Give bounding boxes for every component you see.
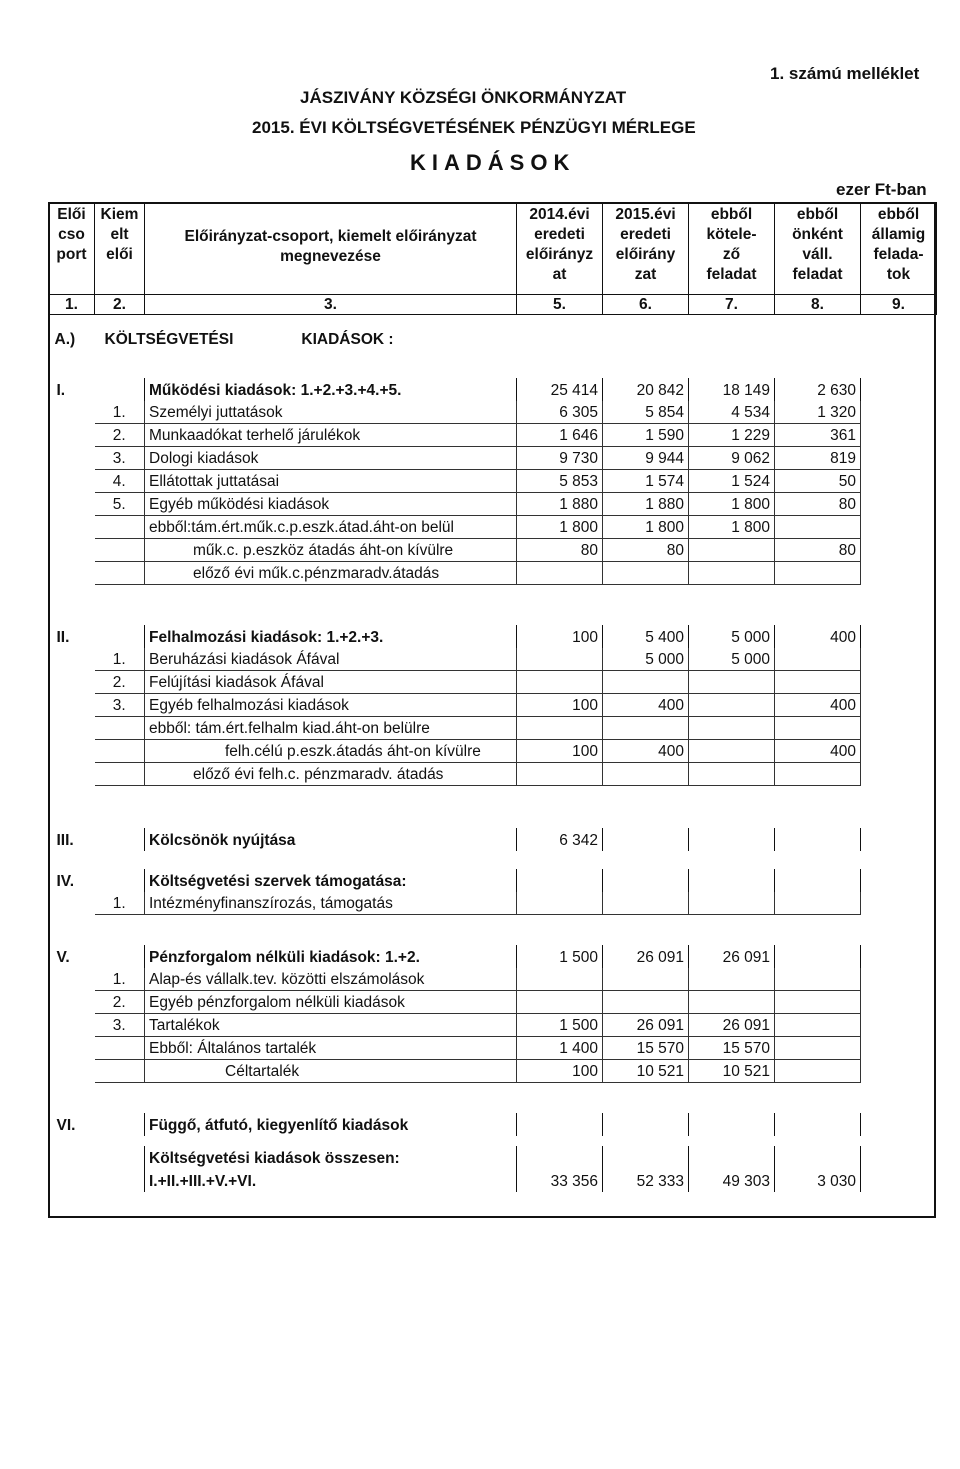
value-mandatory <box>689 1113 775 1136</box>
title-expenditures: KIADÁSOK <box>410 150 576 175</box>
row-label: Egyéb felhalmozási kiadások <box>145 694 517 717</box>
row-code <box>49 447 95 470</box>
col-number: 2. <box>95 295 145 315</box>
spacer-row <box>49 786 937 828</box>
row-subcode: 1. <box>95 648 145 671</box>
row-label: műk.c. p.eszköz átadás áht-on kívülre <box>145 539 517 562</box>
value-2015 <box>603 1113 689 1136</box>
value-mandatory <box>689 968 775 991</box>
col-number: 5. <box>517 295 603 315</box>
table-row <box>49 1037 937 1060</box>
row-label: Dologi kiadások <box>145 447 517 470</box>
col-number: 6. <box>603 295 689 315</box>
value-voluntary: 80 <box>775 493 861 516</box>
value-voluntary <box>775 1014 861 1037</box>
value-voluntary: 3 030 <box>775 1169 861 1192</box>
table-row <box>49 717 937 740</box>
value-mandatory: 5 000 <box>689 648 775 671</box>
value-voluntary <box>775 945 861 968</box>
value-mandatory: 10 521 <box>689 1060 775 1083</box>
value-2015: 26 091 <box>603 1014 689 1037</box>
value-state <box>861 1169 937 1192</box>
value-state <box>861 493 937 516</box>
value-2014: 6 305 <box>517 401 603 424</box>
value-voluntary <box>775 1060 861 1083</box>
value-2015 <box>603 763 689 786</box>
col-number: 9. <box>861 295 937 315</box>
value-voluntary: 2 630 <box>775 378 861 401</box>
value-state <box>861 1146 937 1169</box>
spacer-row <box>49 315 937 327</box>
row-subcode <box>95 945 145 968</box>
row-subcode: 2. <box>95 671 145 694</box>
value-2014: 80 <box>517 539 603 562</box>
value-state <box>861 869 937 892</box>
section-a-code: A.) <box>54 330 76 348</box>
budget-table <box>48 202 937 1192</box>
row-subcode <box>95 1169 145 1192</box>
table-row <box>49 869 937 892</box>
row-subcode: 5. <box>95 493 145 516</box>
table-row <box>49 447 937 470</box>
table-row <box>49 968 937 991</box>
value-mandatory: 1 229 <box>689 424 775 447</box>
row-code: II. <box>56 628 70 646</box>
row-code <box>49 1146 95 1169</box>
table-row <box>49 1169 937 1192</box>
value-2014: 1 880 <box>517 493 603 516</box>
row-subcode <box>95 869 145 892</box>
value-2015: 5 000 <box>603 648 689 671</box>
column-header-row <box>49 203 937 295</box>
table-row <box>49 562 937 585</box>
col-head-group: Elői cso port <box>49 203 95 295</box>
row-code <box>49 516 95 539</box>
value-mandatory: 5 000 <box>689 625 775 648</box>
row-code <box>49 892 95 915</box>
row-code <box>49 1169 95 1192</box>
value-voluntary <box>775 671 861 694</box>
value-2015: 1 590 <box>603 424 689 447</box>
value-state <box>861 968 937 991</box>
value-2015: 1 880 <box>603 493 689 516</box>
value-state <box>861 1113 937 1136</box>
col-head-voluntary: ebből önként váll. feladat <box>775 203 861 295</box>
value-mandatory <box>689 562 775 585</box>
table-row <box>49 378 937 401</box>
table-row <box>49 1014 937 1037</box>
table-row <box>49 991 937 1014</box>
row-subcode <box>95 539 145 562</box>
value-2015: 26 091 <box>603 945 689 968</box>
value-2015 <box>603 869 689 892</box>
value-voluntary <box>775 1146 861 1169</box>
row-code <box>49 470 95 493</box>
value-voluntary <box>775 1037 861 1060</box>
value-2014: 100 <box>517 740 603 763</box>
title-municipality: JÁSZIVÁNY KÖZSÉGI ÖNKORMÁNYZAT <box>300 88 627 107</box>
value-2015 <box>603 1146 689 1169</box>
value-2014: 1 500 <box>517 1014 603 1037</box>
value-voluntary <box>775 828 861 851</box>
row-subcode <box>95 1037 145 1060</box>
value-state <box>861 447 937 470</box>
col-head-2015: 2015.évi eredeti előirány zat <box>603 203 689 295</box>
table-row <box>49 1146 937 1169</box>
value-2014: 33 356 <box>517 1169 603 1192</box>
row-subcode: 1. <box>95 892 145 915</box>
row-subcode <box>95 828 145 851</box>
row-subcode <box>95 717 145 740</box>
row-subcode <box>95 516 145 539</box>
col-number: 3. <box>145 295 517 315</box>
value-2014: 1 400 <box>517 1037 603 1060</box>
row-subcode <box>95 1146 145 1169</box>
value-state <box>861 401 937 424</box>
value-mandatory: 4 534 <box>689 401 775 424</box>
value-state <box>861 991 937 1014</box>
row-code <box>49 539 95 562</box>
value-2015 <box>603 562 689 585</box>
value-mandatory <box>689 869 775 892</box>
table-row <box>49 648 937 671</box>
value-voluntary <box>775 717 861 740</box>
value-voluntary: 400 <box>775 740 861 763</box>
row-subcode: 2. <box>95 991 145 1014</box>
value-voluntary <box>775 892 861 915</box>
value-state <box>861 892 937 915</box>
row-label: Költségvetési szervek támogatása: <box>145 869 517 892</box>
value-state <box>861 539 937 562</box>
row-label: Egyéb működési kiadások <box>145 493 517 516</box>
value-mandatory <box>689 694 775 717</box>
value-state <box>861 1060 937 1083</box>
value-voluntary <box>775 763 861 786</box>
value-2014 <box>517 717 603 740</box>
row-subcode: 3. <box>95 1014 145 1037</box>
value-2014 <box>517 991 603 1014</box>
value-2014: 1 800 <box>517 516 603 539</box>
row-code: III. <box>56 831 74 849</box>
value-voluntary: 819 <box>775 447 861 470</box>
section-a-row <box>49 327 937 350</box>
value-state <box>861 763 937 786</box>
row-code: VI. <box>56 1116 76 1134</box>
value-2015: 5 400 <box>603 625 689 648</box>
value-state <box>861 828 937 851</box>
value-voluntary <box>775 648 861 671</box>
value-2014: 1 500 <box>517 945 603 968</box>
row-code <box>49 562 95 585</box>
col-number: 7. <box>689 295 775 315</box>
value-2014 <box>517 1146 603 1169</box>
value-2014 <box>517 671 603 694</box>
value-mandatory: 18 149 <box>689 378 775 401</box>
value-2015 <box>603 892 689 915</box>
row-subcode <box>95 562 145 585</box>
value-state <box>861 470 937 493</box>
column-number-row <box>49 295 937 315</box>
value-mandatory <box>689 892 775 915</box>
value-2015 <box>603 991 689 1014</box>
value-mandatory <box>689 763 775 786</box>
value-2015: 9 944 <box>603 447 689 470</box>
table-row <box>49 424 937 447</box>
row-label: Ebből: Általános tartalék <box>145 1037 517 1060</box>
spacer-row <box>49 851 937 869</box>
row-subcode: 3. <box>95 694 145 717</box>
value-mandatory: 1 524 <box>689 470 775 493</box>
value-2014: 6 342 <box>517 828 603 851</box>
value-mandatory: 26 091 <box>689 1014 775 1037</box>
row-subcode: 2. <box>95 424 145 447</box>
spacer-row <box>49 1136 937 1146</box>
value-state <box>861 625 937 648</box>
row-code: I. <box>56 381 66 399</box>
value-state <box>861 740 937 763</box>
row-label: felh.célú p.eszk.átadás áht-on kívülre <box>145 740 517 763</box>
value-mandatory: 26 091 <box>689 945 775 968</box>
col-head-state: ebből államig felada- tok <box>861 203 937 295</box>
value-voluntary: 50 <box>775 470 861 493</box>
table-row <box>49 539 937 562</box>
value-voluntary: 400 <box>775 694 861 717</box>
value-state <box>861 945 937 968</box>
value-2014 <box>517 648 603 671</box>
row-label: Kölcsönök nyújtása <box>145 828 517 851</box>
col-number: 1. <box>49 295 95 315</box>
col-head-2014: 2014.évi eredeti előirányz at <box>517 203 603 295</box>
section-a-label: KÖLTSÉGVETÉSI KIADÁSOK : <box>104 330 394 348</box>
row-subcode <box>95 1113 145 1136</box>
value-mandatory <box>689 539 775 562</box>
value-state <box>861 424 937 447</box>
value-2014: 5 853 <box>517 470 603 493</box>
row-label: Céltartalék <box>145 1060 517 1083</box>
value-2015: 1 800 <box>603 516 689 539</box>
row-code: V. <box>56 948 70 966</box>
value-state <box>861 1014 937 1037</box>
table-row <box>49 694 937 717</box>
value-2014 <box>517 562 603 585</box>
table-row <box>49 516 937 539</box>
row-subcode <box>95 1060 145 1083</box>
table-row <box>49 1113 937 1136</box>
value-2015: 52 333 <box>603 1169 689 1192</box>
value-2015 <box>603 717 689 740</box>
row-subcode: 1. <box>95 968 145 991</box>
table-row <box>49 493 937 516</box>
row-code <box>49 991 95 1014</box>
row-label: Alap-és vállalk.tev. közötti elszámolások <box>145 968 517 991</box>
value-mandatory <box>689 740 775 763</box>
value-state <box>861 378 937 401</box>
row-label: Munkaadókat terhelő járulékok <box>145 424 517 447</box>
table-row <box>49 401 937 424</box>
row-code <box>49 1037 95 1060</box>
row-label: Függő, átfutó, kiegyenlítő kiadások <box>145 1113 517 1136</box>
value-2014: 100 <box>517 694 603 717</box>
col-head-name: Előirányzat-csoport, kiemelt előirányzat megnevezése <box>145 203 517 295</box>
value-2014 <box>517 763 603 786</box>
value-mandatory <box>689 828 775 851</box>
row-label: ebből: tám.ért.felhalm kiad.áht-on belülre <box>145 717 517 740</box>
row-label: Felhalmozási kiadások: 1.+2.+3. <box>145 625 517 648</box>
table-row <box>49 763 937 786</box>
unit-label: ezer Ft-ban <box>836 180 927 199</box>
value-2015: 80 <box>603 539 689 562</box>
row-label: Személyi juttatások <box>145 401 517 424</box>
row-code <box>49 401 95 424</box>
value-mandatory: 1 800 <box>689 516 775 539</box>
value-mandatory: 15 570 <box>689 1037 775 1060</box>
row-code <box>49 763 95 786</box>
table-row <box>49 945 937 968</box>
value-2014: 100 <box>517 1060 603 1083</box>
value-voluntary <box>775 562 861 585</box>
value-2015: 10 521 <box>603 1060 689 1083</box>
value-state <box>861 717 937 740</box>
value-voluntary <box>775 968 861 991</box>
value-mandatory <box>689 717 775 740</box>
value-2015 <box>603 968 689 991</box>
value-mandatory <box>689 1146 775 1169</box>
value-state <box>861 1037 937 1060</box>
row-label: Egyéb pénzforgalom nélküli kiadások <box>145 991 517 1014</box>
row-label: előző évi műk.c.pénzmaradv.átadás <box>145 562 517 585</box>
row-subcode: 3. <box>95 447 145 470</box>
spacer-row <box>49 915 937 945</box>
value-voluntary <box>775 516 861 539</box>
row-code <box>49 1014 95 1037</box>
row-label: ebből:tám.ért.műk.c.p.eszk.átad.áht-on belül <box>145 516 517 539</box>
row-label: Felújítási kiadások Áfával <box>145 671 517 694</box>
row-subcode <box>95 625 145 648</box>
value-2014: 9 730 <box>517 447 603 470</box>
row-subcode <box>95 378 145 401</box>
table-row <box>49 892 937 915</box>
row-code <box>49 1060 95 1083</box>
value-2014: 25 414 <box>517 378 603 401</box>
value-voluntary: 361 <box>775 424 861 447</box>
table-row <box>49 828 937 851</box>
spacer-row <box>49 585 937 625</box>
row-code <box>49 648 95 671</box>
value-mandatory: 49 303 <box>689 1169 775 1192</box>
value-2014 <box>517 968 603 991</box>
row-label: Költségvetési kiadások összesen: <box>145 1146 517 1169</box>
value-2014 <box>517 892 603 915</box>
row-label: Tartalékok <box>145 1014 517 1037</box>
table-row <box>49 740 937 763</box>
table-row <box>49 1060 937 1083</box>
row-subcode: 4. <box>95 470 145 493</box>
value-voluntary: 1 320 <box>775 401 861 424</box>
row-label: Intézményfinanszírozás, támogatás <box>145 892 517 915</box>
value-mandatory <box>689 991 775 1014</box>
col-number: 8. <box>775 295 861 315</box>
title-balance: 2015. ÉVI KÖLTSÉGVETÉSÉNEK PÉNZÜGYI MÉRLEGE <box>252 118 696 137</box>
row-code <box>49 671 95 694</box>
value-2015 <box>603 671 689 694</box>
value-state <box>861 671 937 694</box>
value-2014: 1 646 <box>517 424 603 447</box>
table-row <box>49 470 937 493</box>
row-label: Beruházási kiadások Áfával <box>145 648 517 671</box>
value-2015: 400 <box>603 694 689 717</box>
value-2014 <box>517 869 603 892</box>
value-voluntary <box>775 869 861 892</box>
row-code <box>49 740 95 763</box>
table-row <box>49 671 937 694</box>
row-label: I.+II.+III.+V.+VI. <box>145 1169 517 1192</box>
value-state <box>861 562 937 585</box>
col-head-highlighted: Kiem elt elői <box>95 203 145 295</box>
value-voluntary <box>775 991 861 1014</box>
value-mandatory <box>689 671 775 694</box>
row-label: Ellátottak juttatásai <box>145 470 517 493</box>
row-subcode: 1. <box>95 401 145 424</box>
value-2015: 1 574 <box>603 470 689 493</box>
annex-label: 1. számú melléklet <box>770 64 920 83</box>
value-2015: 15 570 <box>603 1037 689 1060</box>
value-2014: 100 <box>517 625 603 648</box>
row-label: Működési kiadások: 1.+2.+3.+4.+5. <box>145 378 517 401</box>
value-2015: 400 <box>603 740 689 763</box>
value-mandatory: 1 800 <box>689 493 775 516</box>
row-code <box>49 493 95 516</box>
value-2015: 20 842 <box>603 378 689 401</box>
row-code <box>49 424 95 447</box>
col-head-mandatory: ebből kötele- ző feladat <box>689 203 775 295</box>
row-subcode <box>95 763 145 786</box>
value-state <box>861 694 937 717</box>
value-voluntary: 80 <box>775 539 861 562</box>
value-state <box>861 516 937 539</box>
row-label: előző évi felh.c. pénzmaradv. átadás <box>145 763 517 786</box>
value-2015: 5 854 <box>603 401 689 424</box>
row-code <box>49 717 95 740</box>
spacer-row <box>49 1083 937 1113</box>
value-voluntary <box>775 1113 861 1136</box>
table-row <box>49 625 937 648</box>
row-code <box>49 968 95 991</box>
value-2014 <box>517 1113 603 1136</box>
row-code <box>49 694 95 717</box>
row-subcode <box>95 740 145 763</box>
value-2015 <box>603 828 689 851</box>
row-label: Pénzforgalom nélküli kiadások: 1.+2. <box>145 945 517 968</box>
value-voluntary: 400 <box>775 625 861 648</box>
spacer-row <box>49 350 937 378</box>
row-code: IV. <box>56 872 75 890</box>
value-state <box>861 648 937 671</box>
value-mandatory: 9 062 <box>689 447 775 470</box>
